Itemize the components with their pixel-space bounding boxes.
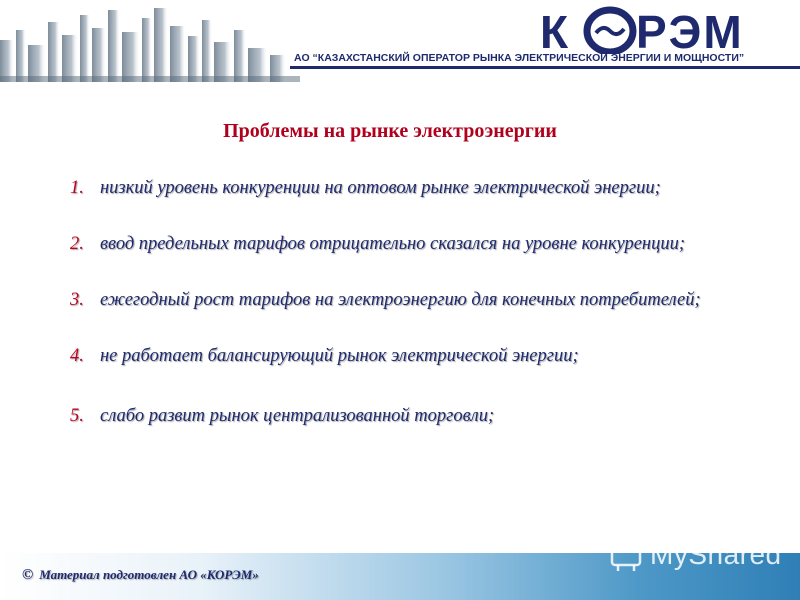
footer-credit-text: Материал подготовлен АО «КОРЭМ» [39, 567, 259, 582]
list-number: 1. [70, 178, 84, 198]
list-text: слабо развит рынок централизованной торговли; [100, 406, 495, 426]
slide-header [0, 0, 800, 95]
city-skyline-image [0, 0, 300, 82]
list-item [70, 175, 710, 201]
list-text: не работает балансирующий рынок электрической энергии; [100, 346, 579, 366]
header-divider [290, 66, 800, 69]
slide-title: Проблемы на рынке электроэнергии [223, 120, 557, 142]
svg-text:РЭМ: РЭМ [636, 6, 744, 54]
copyright-icon: © [22, 567, 34, 583]
korem-logo-mark [538, 6, 796, 54]
list-number: 3. [70, 290, 84, 310]
korem-logo [538, 6, 796, 54]
list-item [70, 403, 710, 429]
list-number: 4. [70, 346, 84, 366]
problems-list [70, 175, 710, 463]
watermark-text: MyShared [650, 539, 782, 570]
list-number: 2. [70, 234, 84, 254]
list-item [70, 343, 710, 369]
list-number: 5. [70, 406, 84, 426]
list-text: ввод предельных тарифов отрицательно сказался на уровне конкуренции; [100, 234, 685, 254]
list-item [70, 287, 710, 313]
footer-credit [22, 567, 259, 584]
company-name: АО “КАЗАХСТАНСКИЙ ОПЕРАТОР РЫНКА ЭЛЕКТРИЧЕСКОЙ ЭНЕРГИИ И МОЩНОСТИ” [294, 52, 745, 64]
list-item [70, 231, 710, 257]
list-text: низкий уровень конкуренции на оптовом рынке электрической энергии; [100, 178, 661, 198]
svg-text:К: К [540, 6, 571, 54]
list-text: ежегодный рост тарифов на электроэнергию для конечных потребителей; [100, 290, 701, 310]
